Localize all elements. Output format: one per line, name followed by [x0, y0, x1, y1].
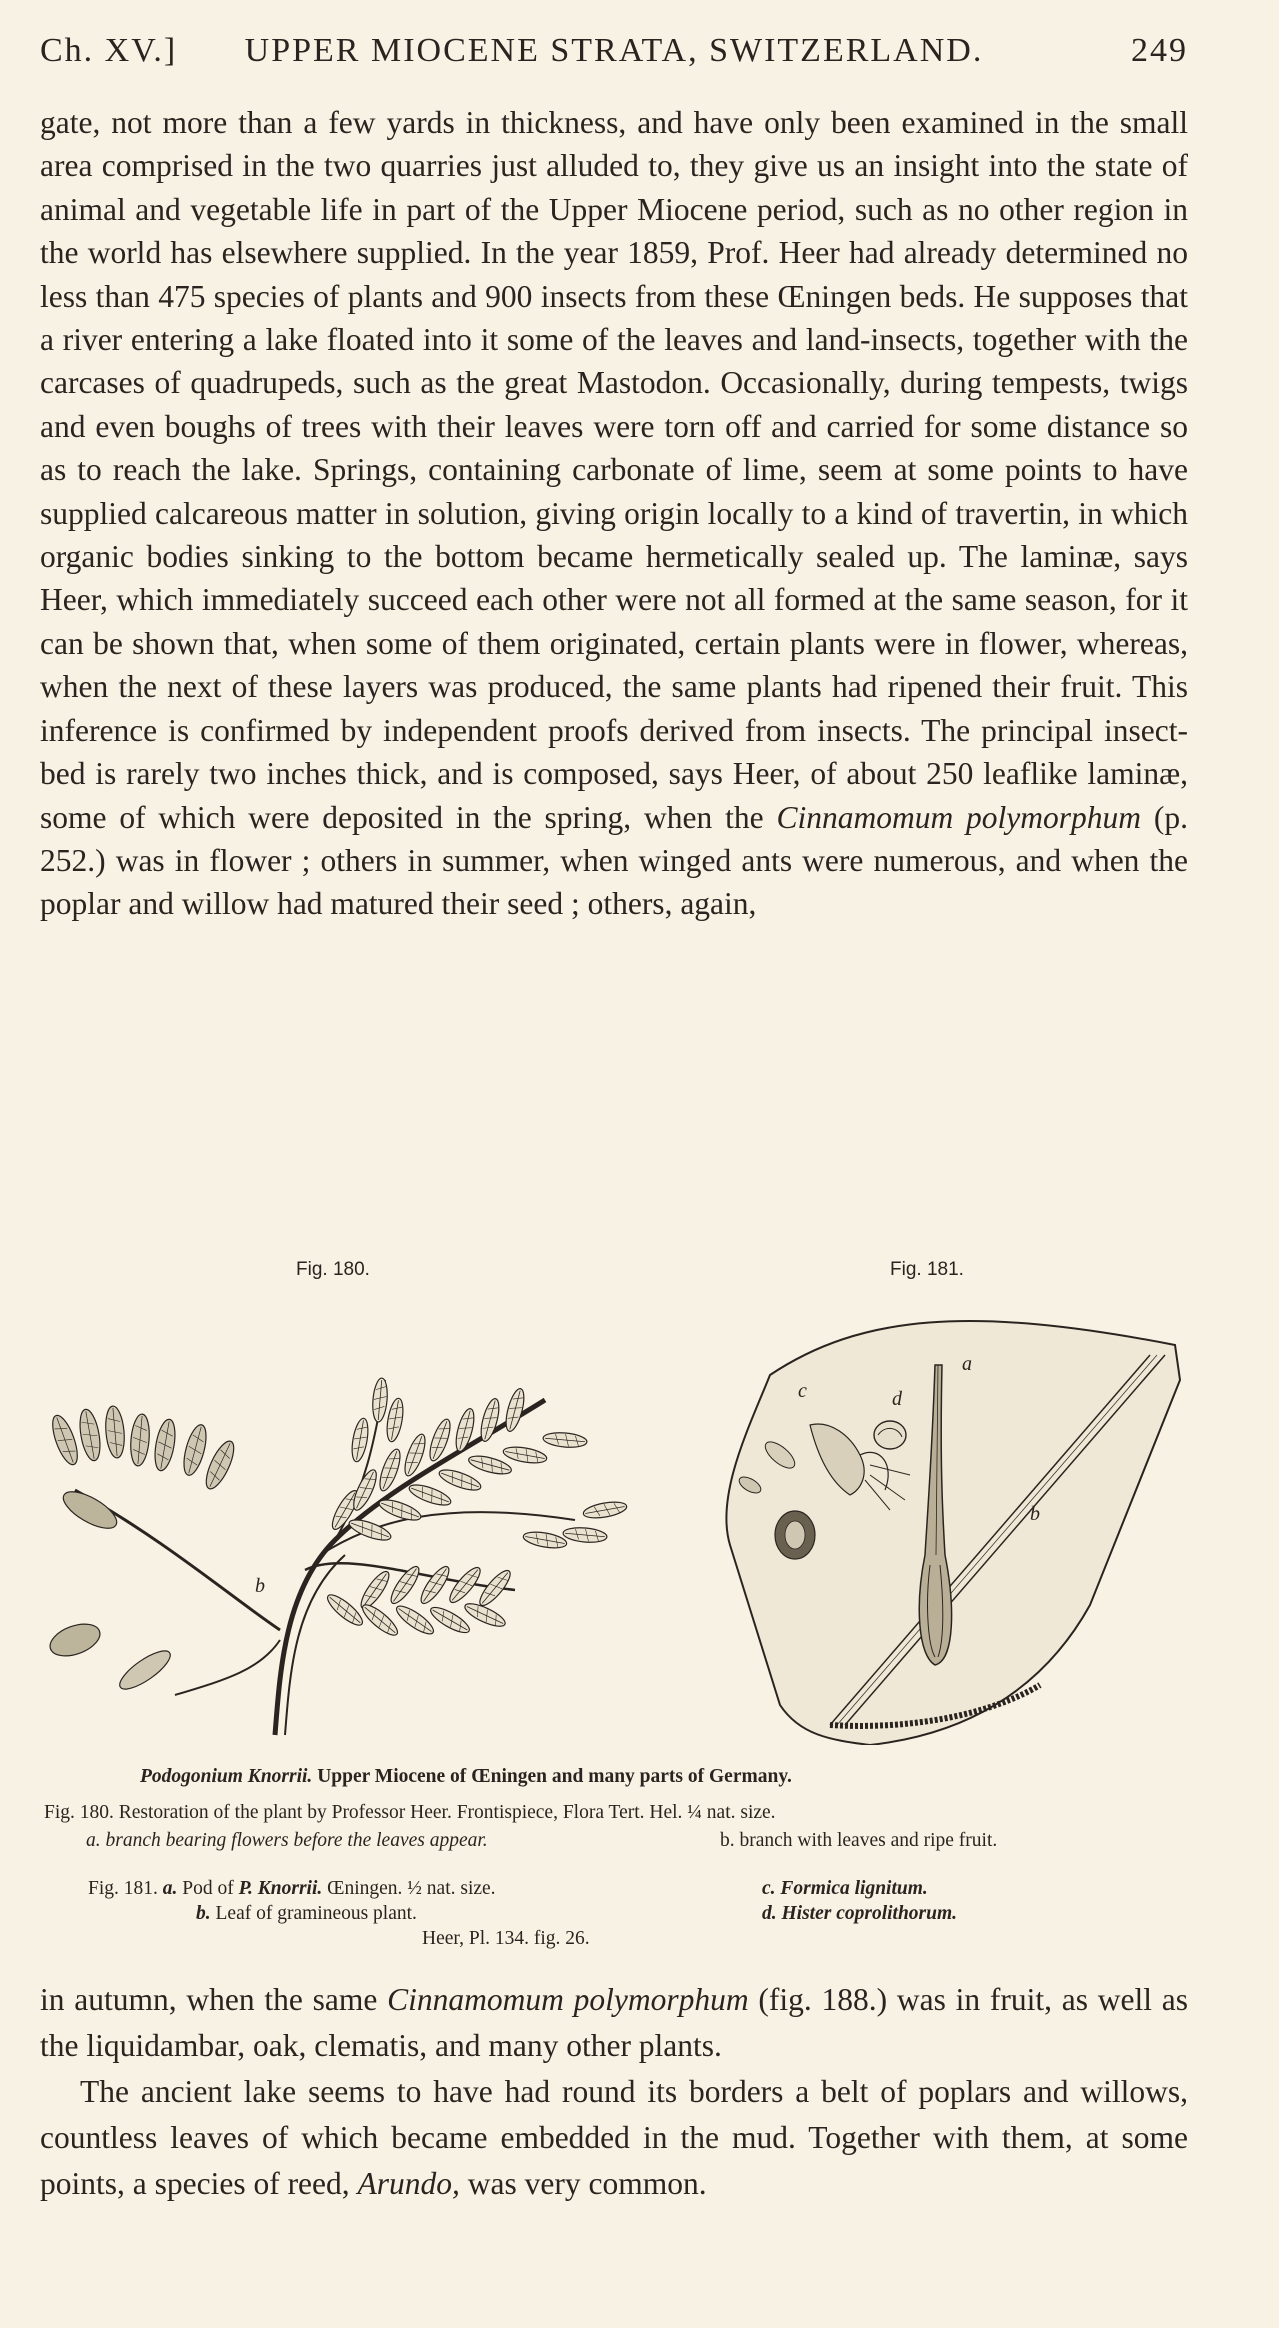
caption-title — [140, 1766, 792, 1788]
running-title: UPPER MIOCENE STRATA, SWITZERLAND. — [244, 32, 984, 69]
fig-181-mark-b: b — [1030, 1503, 1040, 1525]
paragraph-ancient-lake — [40, 2069, 1188, 2207]
caption-species: Podogonium Knorrii. — [140, 1766, 313, 1787]
caption-text: Pod of — [182, 1878, 234, 1899]
paragraph-text: gate, not more than a few yards in thickness, and have only been examined in the small area comprised in the two quarries just alluded to, they give us an insight into the state of animal and vegetable life in part of the Upper Miocene period, such as no other region in the world has elsewhere supplied. In the year 1859, Prof. Heer had already determined no less than 475 species of plants and 900 insects from these Œningen beds. He supposes that a river entering a lake floated into it some of the leaves and land-insects, together with the carcases of quadrupeds, such as the great Mastodon. Occasionally, during tempests, twigs and even boughs of trees with their leaves were torn off and carried for some distance so as to reach the lake. Springs, containing carbonate of lime, seem at some points to have supplied calcareous matter in solution, giving origin locally to a kind of travertin, in which organic bodies sinking to the bottom became hermetically sealed up. The laminæ, says Heer, which immediately succeed each other were not all formed at the same season, for it can be shown that, when some of them originated, certain plants were in flower, whereas, when the next of these layers was produced, the same plants had ripened their fruit. This inference is confirmed by independent proofs derived from insects. The principal insect-bed is rarely two inches thick, and is composed, says Heer, of about 250 leaflike laminæ, some of which were deposited in the spring, when the — [40, 105, 1188, 835]
caption-fig-180-b: b. branch with leaves and ripe fruit. — [720, 1830, 998, 1851]
caption-label: d. — [762, 1903, 777, 1924]
species-name: Cinnamomum polymorphum — [776, 799, 1142, 835]
paragraph-text: The ancient lake seems to have had round its borders a belt of poplars and willows, countless leaves of which became embedded in the mud. Together with them, at some points, a species of reed, — [40, 2074, 1188, 2201]
caption-fig-181-line-1 — [88, 1878, 496, 1900]
caption-species: Formica lignitum. — [780, 1878, 928, 1899]
paragraph-text: was very common. — [467, 2166, 707, 2201]
species-name: Cinnamomum polymorphum — [387, 1982, 749, 2017]
fig-180-mark-b: b — [255, 1575, 265, 1597]
fig-181-mark-d: d — [892, 1388, 902, 1410]
paragraph-text: (fig. 188.) was in fruit, as well as the liquidambar, oak, clematis, and many other plants. — [40, 1982, 1189, 2063]
caption-fig-181-d — [762, 1903, 957, 1925]
fig-181-label: Fig. 181. — [890, 1259, 964, 1280]
fig-181-mark-c: c — [798, 1380, 807, 1402]
paragraph-text: (p. 252.) was in flower ; others in summer, when winged ants were numerous, and when the poplar and willow had matured their seed ; others, again, — [40, 799, 1189, 922]
running-header — [40, 32, 1188, 76]
caption-title-text: Upper Miocene of Œningen and many parts of Germany. — [317, 1766, 792, 1787]
paragraph-text: in autumn, when the same — [40, 1982, 378, 2017]
paragraph-continuation — [40, 1977, 1188, 2069]
caption-species: P. Knorrii. — [238, 1878, 323, 1899]
caption-species: Hister coprolithorum. — [781, 1903, 958, 1924]
paragraph-bottom — [40, 1977, 1188, 2207]
caption-label: c. — [762, 1878, 776, 1899]
paragraph-top — [40, 101, 1188, 926]
genus-name: Arundo, — [357, 2166, 460, 2201]
caption-fig-180-a: a. branch bearing flowers before the leaves appear. — [86, 1830, 488, 1851]
caption-label: a. — [162, 1878, 178, 1899]
fig-180-branch-illustration — [45, 1340, 655, 1740]
fig-181-mark-a: a — [962, 1353, 972, 1375]
caption-fig-181-reference: Heer, Pl. 134. fig. 26. — [422, 1928, 590, 1949]
chapter-label: Ch. XV.] — [40, 32, 178, 69]
caption-label: b. — [196, 1903, 211, 1924]
caption-text: Leaf of gramineous plant. — [215, 1903, 417, 1924]
page-number: 249 — [1131, 32, 1188, 69]
caption-text: Œningen. ½ nat. size. — [327, 1878, 496, 1899]
caption-fig-181-prefix: Fig. 181. — [88, 1878, 158, 1899]
fig-181-fossil-slab-illustration — [710, 1305, 1185, 1745]
caption-fig-181-c — [762, 1878, 928, 1900]
caption-fig-180-line: Fig. 180. Restoration of the plant by Professor Heer. Frontispiece, Flora Tert. Hel. ¼ nat. size. — [44, 1802, 776, 1823]
fig-180-label: Fig. 180. — [296, 1259, 370, 1280]
caption-fig-181-b — [196, 1903, 417, 1925]
